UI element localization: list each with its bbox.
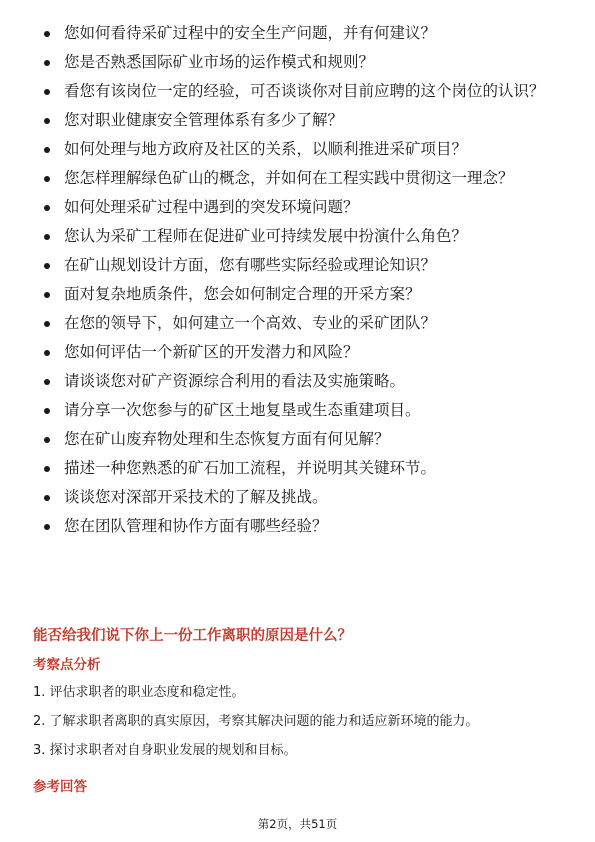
question-item (44, 254, 554, 277)
question-text: 面对复杂地质条件，您会如何制定合理的开采方案？ (64, 285, 421, 303)
bullet-icon (44, 466, 50, 472)
question-item (44, 370, 554, 393)
bullet-icon (44, 60, 50, 66)
question-item (44, 486, 554, 509)
bullet-icon (44, 31, 50, 37)
bullet-icon (44, 176, 50, 182)
question-text: 请谈谈您对矿产资源综合利用的看法及实施策略。 (64, 372, 406, 390)
page-number-footer: 第2页，共51页 (257, 817, 338, 831)
question-text: 描述一种您熟悉的矿石加工流程，并说明其关键环节。 (64, 459, 437, 477)
question-text: 请分享一次您参与的矿区土地复垦或生态重建项目。 (64, 401, 421, 419)
bullet-icon (44, 234, 50, 240)
bullet-icon (44, 408, 50, 414)
bullet-icon (44, 321, 50, 327)
question-item (44, 515, 554, 538)
analysis-heading: 考察点分析 (33, 657, 101, 673)
question-text: 在矿山规划设计方面，您有哪些实际经验或理论知识？ (64, 256, 437, 274)
question-text: 您在团队管理和协作方面有哪些经验？ (64, 517, 328, 535)
question-text: 在您的领导下，如何建立一个高效、专业的采矿团队？ (64, 314, 437, 332)
bullet-icon (44, 263, 50, 269)
question-text: 您认为采矿工程师在促进矿业可持续发展中扮演什么角色？ (64, 227, 468, 245)
analysis-point: 2. 了解求职者离职的真实原因，考察其解决问题的能力和适应新环境的能力。 (33, 714, 479, 729)
question-text: 看您有该岗位一定的经验，可否谈谈你对目前应聘的这个岗位的认识？ (64, 82, 545, 100)
bullet-icon (44, 379, 50, 385)
bullet-icon (44, 147, 50, 153)
question-item (44, 457, 554, 480)
question-item (44, 312, 554, 335)
question-item (44, 225, 554, 248)
bullet-icon (44, 437, 50, 443)
question-item (44, 341, 554, 364)
bullet-icon (44, 524, 50, 530)
section-question-heading: 能否给我们说下你上一份工作离职的原因是什么？ (33, 628, 352, 644)
question-item (44, 138, 554, 161)
analysis-point: 3. 探讨求职者对自身职业发展的规划和目标。 (33, 743, 297, 758)
question-text: 您对职业健康安全管理体系有多少了解？ (64, 111, 344, 129)
question-text: 您怎样理解绿色矿山的概念，并如何在工程实践中贯彻这一理念？ (64, 169, 514, 187)
question-text: 您如何看待采矿过程中的安全生产问题，并有何建议？ (64, 24, 437, 42)
analysis-point-list (33, 684, 563, 771)
bullet-icon (44, 205, 50, 211)
question-text: 您是否熟悉国际矿业市场的运作模式和规则？ (64, 53, 375, 71)
question-item (44, 22, 554, 45)
question-item (44, 51, 554, 74)
question-text: 谈谈您对深部开采技术的了解及挑战。 (64, 488, 328, 506)
question-text: 如何处理采矿过程中遇到的突发环境问题？ (64, 198, 359, 216)
question-text: 您在矿山废弃物处理和生态恢复方面有何见解？ (64, 430, 390, 448)
question-item (44, 109, 554, 132)
analysis-point: 1. 评估求职者的职业态度和稳定性。 (33, 685, 245, 700)
question-item (44, 283, 554, 306)
bullet-icon (44, 292, 50, 298)
bullet-icon (44, 350, 50, 356)
question-text: 如何处理与地方政府及社区的关系，以顺利推进采矿项目？ (64, 140, 468, 158)
bullet-icon (44, 495, 50, 501)
question-item (44, 196, 554, 219)
question-text: 您如何评估一个新矿区的开发潜力和风险？ (64, 343, 359, 361)
bullet-icon (44, 89, 50, 95)
question-item (44, 167, 554, 190)
interview-question-list (44, 22, 554, 544)
question-item (44, 399, 554, 422)
question-item (44, 428, 554, 451)
question-item (44, 80, 554, 103)
bullet-icon (44, 118, 50, 124)
reference-answer-heading: 参考回答 (33, 779, 87, 795)
